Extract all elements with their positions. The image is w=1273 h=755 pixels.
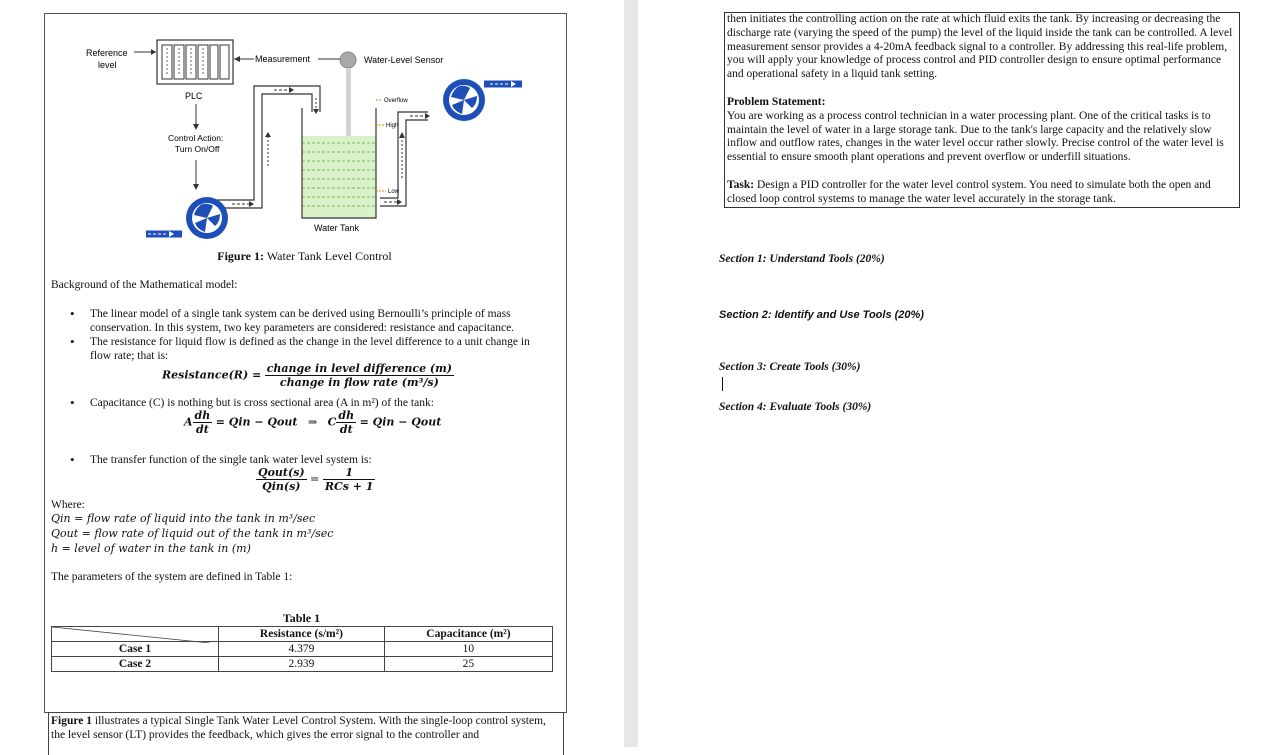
background-title: Background of the Mathematical model:	[51, 279, 238, 291]
control-action-label: Control Action:	[168, 133, 224, 143]
cap-eq-rhs-2: = Qin − Qout	[359, 415, 442, 429]
problem-box	[724, 12, 1240, 208]
cap-eq-a: A	[184, 415, 193, 429]
tf-rhs-denominator: RCs + 1	[324, 480, 374, 493]
overflow-label: Overflow	[384, 98, 408, 104]
reference-label: Reference	[86, 48, 128, 58]
cap-eq-dt-2: dt	[339, 423, 353, 436]
problem-statement-text: You are working as a process control technician in a water processing plant. One of the critical tasks is to maintain the level of water in a large storage tank. Due to the tank's large capacity and the relatively slow inflow and outflow rates, changes in the water level occur rather slowly. Precise control of the water level is essential to ensure smooth plant operations and prevent overflow or underfill situations.	[727, 109, 1224, 164]
high-label: High	[386, 123, 399, 129]
table-header-row	[52, 627, 553, 642]
parameters-intro: The parameters of the system are defined in Table 1:	[51, 571, 293, 583]
cap-eq-c: C	[327, 415, 337, 429]
figure-caption	[44, 249, 565, 264]
bullet-list-1	[70, 307, 550, 363]
cap-eq-rhs-1: = Qin − Qout	[215, 415, 298, 429]
table-header-resistance: Resistance (s/m²)	[219, 627, 385, 642]
resistance-lhs: Resistance(R) =	[162, 368, 262, 382]
tf-numerator: Qout(s)	[258, 466, 305, 479]
table-cell-capacitance: 10	[384, 642, 552, 657]
cap-eq-arrow: ⇒	[307, 415, 318, 429]
sensor-icon	[340, 52, 356, 68]
table-row	[52, 642, 553, 657]
table-row	[52, 657, 553, 672]
bullet-capacitance: • Capacitance (C) is nothing but is cross sectional area (A in m²) of the tank:	[70, 396, 550, 410]
low-label: Low	[388, 189, 400, 195]
bullet-bernoulli: • The linear model of a single tank system can be derived using Bernoulli’s principle of mass conservation. In this system, two key parameters are considered: resistance and capacitance.	[70, 307, 550, 335]
plc-label: PLC	[185, 91, 203, 101]
bullet-list-2	[70, 396, 550, 410]
measurement-label: Measurement	[255, 54, 311, 64]
diagonal-line	[52, 627, 210, 643]
parameters-table	[51, 626, 553, 672]
table-header-capacitance: Capacitance (m²)	[384, 627, 552, 642]
cap-eq-dh-2: dh	[338, 409, 355, 422]
water-tank-label: Water Tank	[314, 223, 360, 233]
cap-eq-dh-1: dh	[194, 409, 211, 422]
section-3-heading: Section 3: Create Tools (30%)	[719, 361, 861, 373]
tf-equals: =	[310, 472, 320, 486]
table-cell-resistance: 2.939	[219, 657, 385, 672]
task-label: Task:	[727, 178, 755, 191]
table-cell-resistance: 4.379	[219, 642, 385, 657]
left-page	[0, 0, 624, 747]
figure1-description	[48, 712, 564, 755]
text-cursor	[722, 377, 723, 391]
bullet-resistance: • The resistance for liquid flow is defined as the change in the level difference to a unit change in flow rate; that is:	[70, 335, 550, 363]
table-cell-capacitance: 25	[384, 657, 552, 672]
table-header-empty	[52, 627, 219, 642]
definition-qout: Qout = flow rate of liquid out of the tank in m³/sec	[51, 527, 334, 540]
where-label: Where:	[51, 499, 85, 511]
level-label: level	[98, 60, 117, 70]
definition-qin: Qin = flow rate of liquid into the tank in m³/sec	[51, 512, 316, 525]
definition-h: h = level of water in the tank in (m)	[51, 542, 251, 555]
transfer-function-equation	[256, 466, 375, 493]
section-2-heading: Section 2: Identify and Use Tools (20%)	[719, 309, 924, 321]
resistance-numerator: change in level difference (m)	[266, 362, 452, 375]
tf-denominator: Qin(s)	[262, 480, 301, 493]
table-title: Table 1	[282, 611, 321, 625]
plc-icon	[157, 40, 233, 84]
resistance-equation	[162, 362, 454, 389]
tf-rhs-numerator: 1	[323, 466, 376, 480]
bullet-transfer-function: • The transfer function of the single tank water level system is:	[70, 453, 550, 467]
section-1-heading: Section 1: Understand Tools (20%)	[719, 253, 885, 265]
figure-caption-label: Figure 1:	[217, 249, 265, 263]
page-gutter	[624, 0, 638, 747]
resistance-denominator: change in flow rate (m³/s)	[279, 376, 439, 389]
turn-onoff-label: Turn On/Off	[175, 144, 220, 154]
cap-eq-dt-1: dt	[196, 423, 209, 436]
task-text: Design a PID controller for the water level control system. You need to simulate both the open and closed loop control systems to manage the water level accurately in the storage tank.	[727, 178, 1211, 205]
water-tank-diagram	[50, 28, 570, 250]
problem-statement-title: Problem Statement:	[727, 95, 826, 108]
figure1-description-text: illustrates a typical Single Tank Water Level Control System. With the single-loop control system, the level sensor (LT) provides the feedback, which gives the error signal to the controller and	[51, 715, 546, 741]
table-cell-case: Case 2	[52, 657, 219, 672]
right-page	[638, 0, 1273, 747]
sensor-label: Water-Level Sensor	[364, 55, 444, 65]
section-4-heading: Section 4: Evaluate Tools (30%)	[719, 401, 872, 413]
table-cell-case: Case 1	[52, 642, 219, 657]
intro-paragraph: then initiates the controlling action on the rate at which fluid exits the tank. By increasing or decreasing the discharge rate (varying the speed of the pump) the level of the liquid inside the tank can be controlled. A level measurement sensor provides a 4-20mA feedback signal to a controller. By addressing this real-life problem, you will apply your knowledge of process control and PID controller design to ensure optimal performance and operational safety in a liquid tank setting.	[727, 13, 1233, 81]
bullet-list-3	[70, 453, 550, 467]
figure1-description-label: Figure 1	[51, 715, 92, 727]
figure-caption-text: Water Tank Level Control	[266, 249, 392, 263]
capacitance-equation	[184, 409, 441, 436]
